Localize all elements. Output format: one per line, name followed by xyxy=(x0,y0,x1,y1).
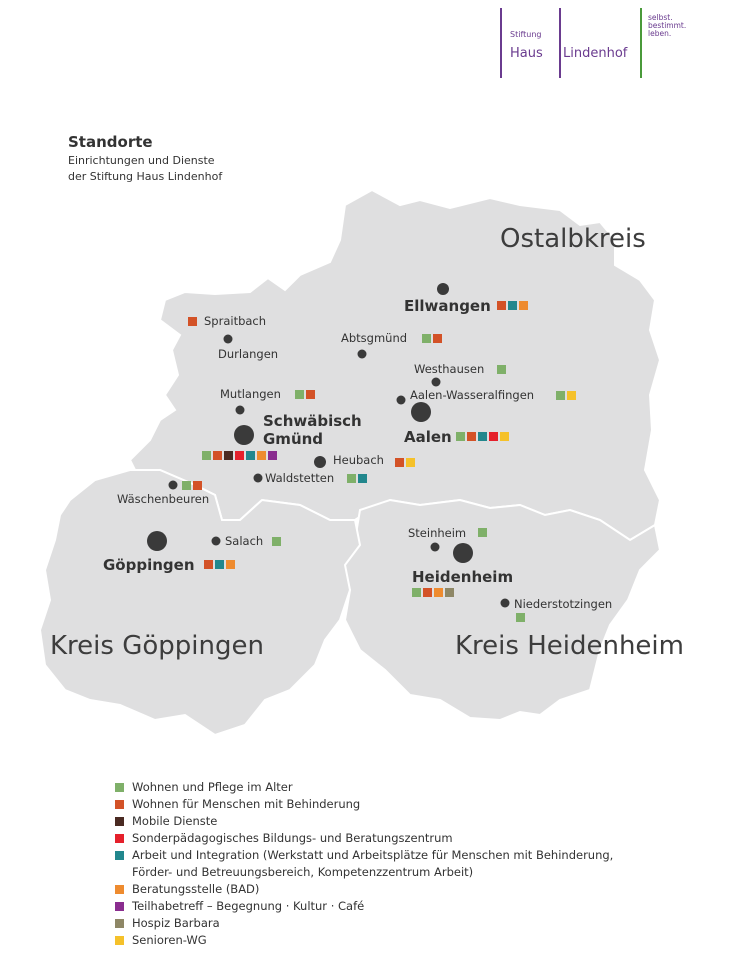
service-marker-beratungsstelle xyxy=(519,301,528,310)
city-label-waeschenbeuren: Wäschenbeuren xyxy=(117,492,210,506)
service-marker-wohnen-behinderung xyxy=(188,317,197,326)
city-label-ellwangen: Ellwangen xyxy=(404,297,491,315)
dot-aalen xyxy=(411,402,431,422)
legend-item xyxy=(115,932,715,949)
service-marker-beratungsstelle xyxy=(226,560,235,569)
legend-label: Sonderpädagogisches Bildungs- und Beratungszentrum xyxy=(132,831,453,845)
logo-lindenhof: Lindenhof xyxy=(563,46,628,61)
city-label-waldstetten: Waldstetten xyxy=(265,471,335,485)
dot-abtsgmuend xyxy=(358,350,367,359)
service-marker-wohnen-behinderung xyxy=(204,560,213,569)
legend-label: Wohnen und Pflege im Alter xyxy=(132,780,293,794)
legend-item xyxy=(115,847,715,881)
city-label-westhausen: Westhausen xyxy=(414,362,485,376)
service-marker-senioren-wg xyxy=(500,432,509,441)
city-label-aalen-wasseralfingen: Aalen-Wasseralfingen xyxy=(410,388,535,402)
legend-item xyxy=(115,915,715,932)
city-label-mutlangen: Mutlangen xyxy=(220,387,281,401)
service-marker-sonderpaedagogisch xyxy=(489,432,498,441)
city-label-goeppingen: Göppingen xyxy=(103,556,195,574)
service-marker-wohnen-pflege xyxy=(412,588,421,597)
service-marker-wohnen-pflege xyxy=(202,451,211,460)
service-marker-wohnen-behinderung xyxy=(193,481,202,490)
legend-label: Wohnen für Menschen mit Behinderung xyxy=(132,797,361,811)
dot-waeschenbeuren xyxy=(169,481,178,490)
dot-schwaebisch-gmuend xyxy=(234,425,254,445)
dot-salach xyxy=(212,537,221,546)
service-marker-wohnen-behinderung xyxy=(497,301,506,310)
legend-label: Beratungsstelle (BAD) xyxy=(132,882,260,896)
page-subtitle-line2: der Stiftung Haus Lindenhof xyxy=(68,170,223,183)
dot-waldstetten xyxy=(254,474,263,483)
logo-claim-line: selbst. xyxy=(648,13,673,22)
dot-steinheim xyxy=(431,543,440,552)
logo-claim-line: leben. xyxy=(648,29,672,38)
legend xyxy=(115,779,715,949)
service-marker-wohnen-pflege xyxy=(295,390,304,399)
service-marker-senioren-wg xyxy=(567,391,576,400)
service-marker-arbeit-integration xyxy=(478,432,487,441)
city-label-heidenheim: Heidenheim xyxy=(412,568,514,586)
legend-item xyxy=(115,830,715,847)
logo-claim-line: bestimmt. xyxy=(648,21,687,30)
service-marker-arbeit-integration xyxy=(215,560,224,569)
service-marker-wohnen-pflege xyxy=(497,365,506,374)
legend-swatch xyxy=(115,834,124,843)
page-subtitle-line1: Einrichtungen und Dienste xyxy=(68,154,215,167)
dot-westhausen xyxy=(432,378,441,387)
legend-label: Mobile Dienste xyxy=(132,814,218,828)
legend-label: Hospiz Barbara xyxy=(132,916,220,930)
legend-item xyxy=(115,813,715,830)
legend-item xyxy=(115,779,715,796)
logo-haus: Haus xyxy=(510,46,543,61)
service-marker-wohnen-pflege xyxy=(478,528,487,537)
service-marker-wohnen-behinderung xyxy=(395,458,404,467)
legend-swatch xyxy=(115,885,124,894)
service-marker-wohnen-pflege xyxy=(422,334,431,343)
legend-swatch xyxy=(115,919,124,928)
service-marker-wohnen-pflege xyxy=(182,481,191,490)
city-label-heubach: Heubach xyxy=(333,453,384,467)
service-marker-arbeit-integration xyxy=(358,474,367,483)
legend-label: Teilhabetreff – Begegnung · Kultur · Café xyxy=(132,899,365,913)
legend-label: Senioren-WG xyxy=(132,933,207,947)
legend-swatch xyxy=(115,936,124,945)
city-label-niederstotzingen: Niederstotzingen xyxy=(514,597,613,611)
legend-swatch xyxy=(115,800,124,809)
service-marker-arbeit-integration xyxy=(246,451,255,460)
service-marker-beratungsstelle xyxy=(257,451,266,460)
dot-durlangen xyxy=(224,335,233,344)
city-label-salach: Salach xyxy=(225,534,264,548)
service-marker-wohnen-pflege xyxy=(347,474,356,483)
dot-aalen-wasseralfingen xyxy=(397,396,406,405)
city-label-spraitbach: Spraitbach xyxy=(204,314,267,328)
legend-label: Arbeit und Integration (Werkstatt und Arbeitsplätze für Menschen mit Behinderung, Förder- und Betreuungsbereich, Kompetenzzentrum Arbeit) xyxy=(132,848,614,879)
service-marker-arbeit-integration xyxy=(508,301,517,310)
dot-heubach xyxy=(314,456,326,468)
service-marker-wohnen-behinderung xyxy=(423,588,432,597)
city-label-schwaebisch-gmuend xyxy=(263,412,362,448)
city-label-abtsgmuend: Abtsgmünd xyxy=(341,331,408,345)
service-marker-beratungsstelle xyxy=(434,588,443,597)
service-marker-teilhabetreff xyxy=(268,451,277,460)
service-marker-wohnen-behinderung xyxy=(306,390,315,399)
legend-item xyxy=(115,898,715,915)
city-label-aalen: Aalen xyxy=(404,428,452,446)
legend-item xyxy=(115,881,715,898)
city-label-steinheim: Steinheim xyxy=(408,526,467,540)
region-label-heidenheim: Kreis Heidenheim xyxy=(455,631,684,661)
dot-niederstotzingen xyxy=(501,599,510,608)
city-label-durlangen: Durlangen xyxy=(218,347,279,361)
page-title: Standorte xyxy=(68,133,153,151)
service-marker-sonderpaedagogisch xyxy=(235,451,244,460)
city-label-schwaebisch-gmuend-line1: Schwäbisch xyxy=(263,412,362,430)
logo-stiftung: Stiftung xyxy=(510,30,542,39)
legend-swatch xyxy=(115,817,124,826)
service-marker-senioren-wg xyxy=(406,458,415,467)
legend-item xyxy=(115,796,715,813)
region-label-goeppingen: Kreis Göppingen xyxy=(50,631,264,661)
legend-swatch xyxy=(115,902,124,911)
legend-swatch xyxy=(115,783,124,792)
service-marker-wohnen-pflege xyxy=(272,537,281,546)
service-marker-wohnen-behinderung xyxy=(213,451,222,460)
legend-swatch xyxy=(115,851,124,860)
city-label-schwaebisch-gmuend-line2: Gmünd xyxy=(263,430,324,448)
region-label-ostalbkreis: Ostalbkreis xyxy=(500,224,646,254)
dot-goeppingen xyxy=(147,531,167,551)
service-marker-hospiz xyxy=(445,588,454,597)
service-marker-mobile-dienste xyxy=(224,451,233,460)
service-marker-wohnen-pflege xyxy=(516,613,525,622)
dot-ellwangen xyxy=(437,283,449,295)
dot-mutlangen xyxy=(236,406,245,415)
service-marker-wohnen-pflege xyxy=(456,432,465,441)
service-marker-wohnen-behinderung xyxy=(467,432,476,441)
service-marker-wohnen-behinderung xyxy=(433,334,442,343)
dot-heidenheim xyxy=(453,543,473,563)
service-marker-wohnen-pflege xyxy=(556,391,565,400)
